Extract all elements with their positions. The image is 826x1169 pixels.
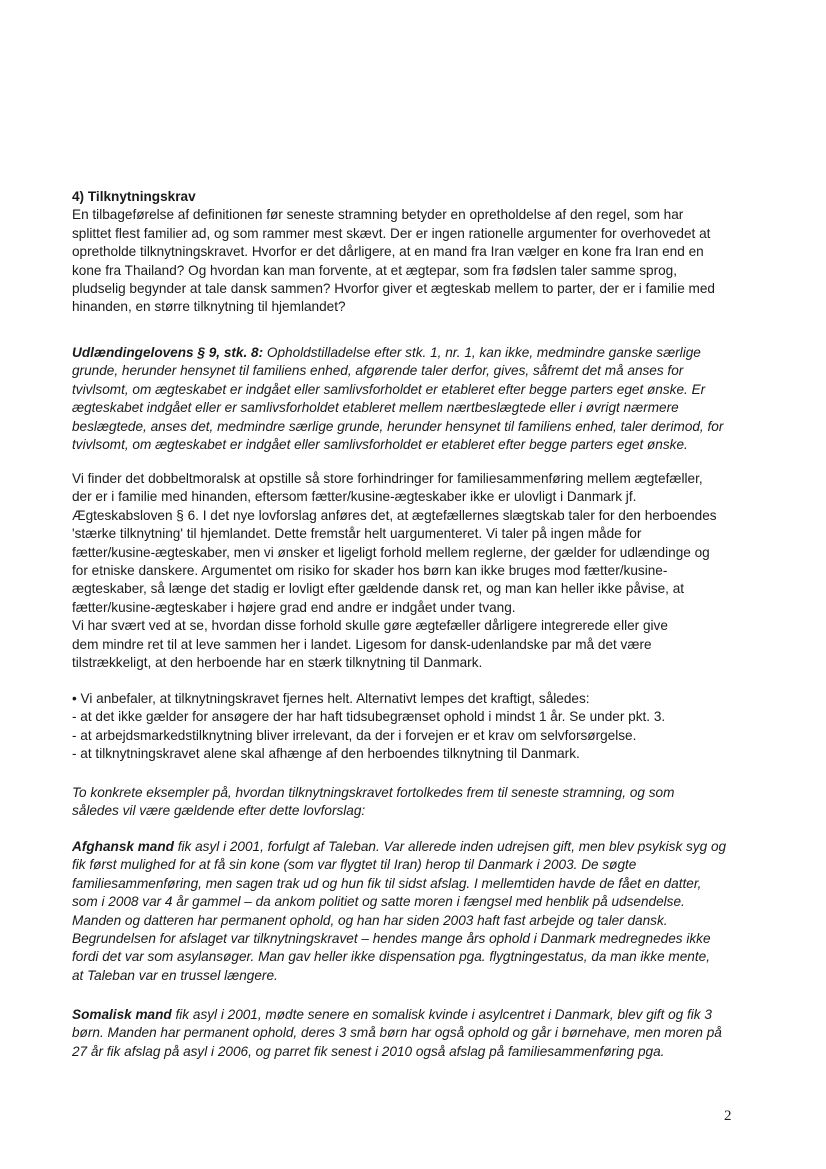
text-line: der er i familie med hinanden, eftersom fætter/kusine-ægteskaber ikke er ulovligt i Danmark jf.	[72, 489, 637, 505]
text-line: tilstrækkeligt, at den herboende har en stærk tilknytning til Danmark.	[72, 655, 483, 671]
text-line: ægteskaber, så længe det stadig er lovligt efter gældende dansk ret, og man kan heller ikke påvise, at	[72, 581, 685, 597]
text-line: fik asyl i 2001, forfulgt af Taleban. Var allerede inden udrejsen gift, men blev psykisk syg og	[173, 839, 727, 854]
text-line: fik asyl i 2001, mødte senere en somalisk kvinde i asylcentret i Danmark, blev gift og fik 3	[171, 1007, 712, 1022]
recommendation-list	[72, 690, 752, 764]
text-line: splittet flest familier ad, og som rammer mest skævt. Der er ingen rationelle argumenter for overhovedet at	[72, 225, 711, 241]
text-line: for etniske danskere. Argumentet om risiko for skader hos børn kan ikke bruges mod fætter/kusine-	[72, 563, 668, 579]
text-line: tvivlsomt, om ægteskabet er indgået eller samlivsforholdet er etableret efter begge parters eget ønske.	[72, 437, 688, 453]
text-line: kone fra Thailand? Og hvordan kan man forvente, at et ægtepar, som fra fødslen taler samme sprog,	[72, 262, 677, 278]
text-line: 'stærke tilknytning' til hjemlandet. Dette fremstår helt uargumenteret. Vi taler på ingen måde for	[72, 526, 642, 542]
list-item: - at tilknytningskravet alene skal afhænge af den herboendes tilknytning til Danmark.	[72, 746, 580, 762]
text-line: Begrundelsen for afslaget var tilknytningskravet – hendes mange års ophold i Danmark medregnedes ikke	[72, 931, 711, 947]
list-item: - at det ikke gælder for ansøgere der har haft tidsubegrænset ophold i mindst 1 år. Se under pkt. 3.	[72, 709, 666, 725]
section-heading: 4) Tilknytningskrav	[72, 189, 196, 204]
text-line: fætter/kusine-ægteskaber, men vi ønsker et ligeligt forhold mellem reglerne, der gælder for udlændinge og	[72, 544, 710, 560]
text-line: tvivlsomt, om ægteskabet er indgået eller samlivsforholdet er etableret efter begge parters eget ønske. Er	[72, 381, 706, 397]
text-line: Ægteskabsloven § 6. I det nye lovforslag anføres det, at ægtefællernes slægtskab taler for den herboendes	[72, 507, 717, 523]
text-line: at Taleban var en trussel længere.	[72, 967, 278, 983]
example-afghan	[72, 838, 752, 985]
text-line: grunde, herunder hensynet til familiens enhed, afgørende taler derfor, gives, såfremt det må anses for	[72, 363, 684, 379]
text-line: som i 2008 var 4 år gammel – da ankom politiet og satte moren i fængsel med henblik på udsendelse.	[72, 894, 685, 910]
law-reference: Udlændingelovens § 9, stk. 8:	[72, 345, 264, 360]
text-line: Vi finder det dobbeltmoralsk at opstille så store forhindringer for familiesammenføring mellem ægtefæller,	[72, 471, 703, 486]
text-line: En tilbageførelse af definitionen før seneste stramning betyder en opretholdelse af den regel, som har	[72, 207, 684, 223]
text-line: børn. Manden har permanent ophold, deres 3 små børn har også ophold og går i børnehave, men moren på	[72, 1025, 722, 1041]
text-line: fordi det var som asylansøger. Man gav heller ikke dispensation pga. flygtningestatus, da man ikke mente,	[72, 949, 710, 965]
text-line: således vil være gældende efter dette lovforslag:	[72, 803, 366, 819]
law-quote-first-line	[72, 344, 752, 362]
examples-intro	[72, 784, 752, 821]
text-line: Opholdstilladelse efter stk. 1, nr. 1, kan ikke, medmindre ganske særlige	[263, 345, 701, 360]
section-tilknytningskrav	[72, 188, 752, 317]
text-line: ægteskabet indgået eller er samlivsforholdet etableret mellem nærtbeslægtede eller i øvrigt nærmere	[72, 400, 679, 416]
example-first-line	[72, 1006, 752, 1024]
argument-paragraph	[72, 470, 752, 672]
text-line: 27 år fik afslag på asyl i 2006, og parret fik senest i 2010 også afslag på familiesammenføring pga.	[72, 1043, 665, 1059]
text-line: Manden og datteren har permanent ophold, og han har siden 2003 haft fast arbejde og taler dansk.	[72, 912, 668, 928]
example-somali	[72, 1006, 752, 1061]
text-line: opretholde tilknytningskravet. Hvorfor er det dårligere, at en mand fra Iran vælger en kone fra Iran end en	[72, 244, 704, 260]
text-line: beslægtede, anses det, medmindre særlige grunde, herunder hensynet til familiens enhed, taler derimod, for	[72, 418, 724, 434]
example-lead: Somalisk mand	[72, 1007, 172, 1022]
list-item: - at arbejdsmarkedstilknytning bliver irrelevant, da der i forvejen er et krav om selvforsørgelse.	[72, 727, 637, 743]
example-first-line	[72, 838, 752, 856]
example-lead: Afghansk mand	[72, 839, 174, 854]
text-line: pludselig begynder at tale dansk sammen? Hvorfor giver et ægteskab mellem to parter, der er i familie med	[72, 281, 715, 297]
text-line: To konkrete eksempler på, hvordan tilknytningskravet fortolkedes frem til seneste stramning, og som	[72, 785, 675, 800]
section-paragraph	[72, 206, 752, 316]
text-line: hinanden, en større tilknytning til hjemlandet?	[72, 299, 346, 315]
page-number: 2	[724, 1108, 732, 1124]
list-item: • Vi anbefaler, at tilknytningskravet fjernes helt. Alternativt lempes det kraftigt, således:	[72, 691, 590, 706]
text-line: familiesammenføring, men sagen trak ud og hun fik til sidst afslag. I mellemtiden havde de fået en datter,	[72, 875, 702, 891]
text-line: fik først mulighed for at få sin kone (som var flygtet til Iran) herop til Danmark i 2003. De søgte	[72, 857, 637, 873]
text-line: fætter/kusine-ægteskaber i højere grad end andre er indgået under tvang.	[72, 599, 516, 615]
text-line: dem mindre ret til at leve sammen her i landet. Ligesom for dansk-udenlandske par må det være	[72, 636, 652, 652]
text-line: Vi har svært ved at se, hvordan disse forhold skulle gøre ægtefæller dårligere integrerede eller give	[72, 618, 668, 634]
law-quote	[72, 344, 752, 454]
